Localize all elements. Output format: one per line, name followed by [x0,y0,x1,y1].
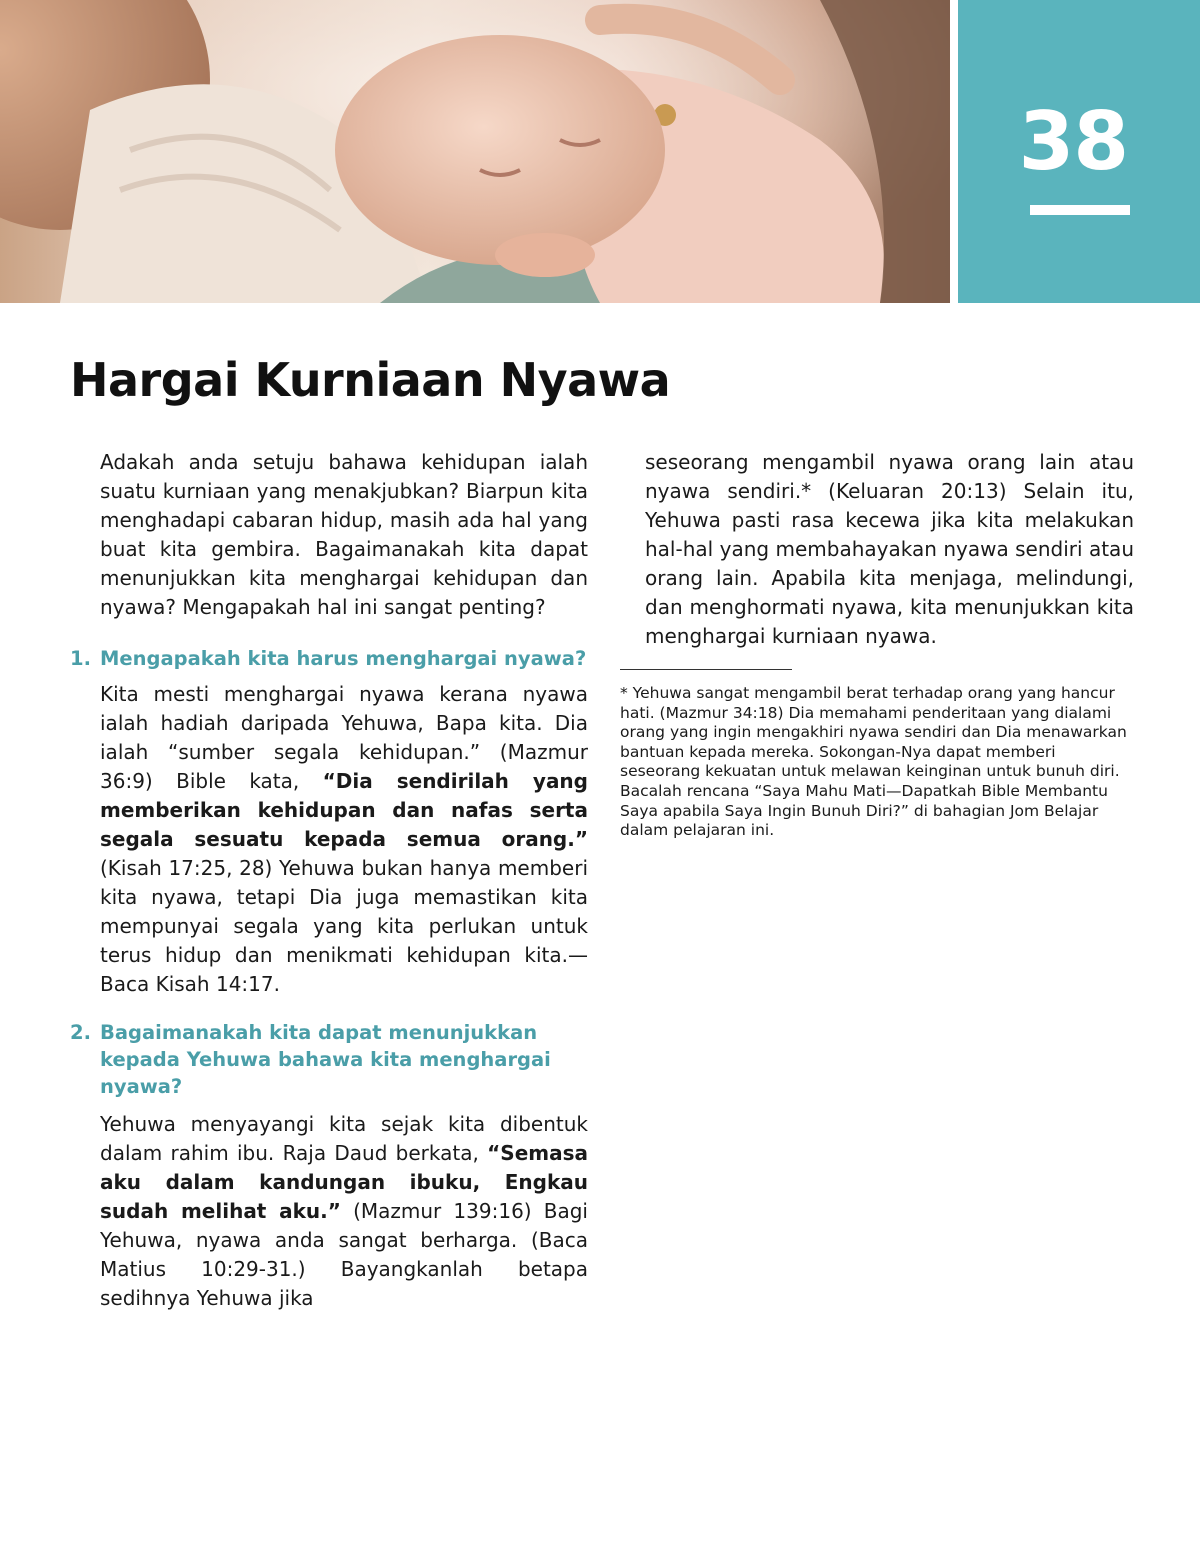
answer-2-paragraph [70,1110,588,1313]
baby-photo-illustration [0,0,950,303]
question-1-text: Mengapakah kita harus menghargai nyawa? [100,647,587,670]
question-1 [70,645,588,672]
question-2 [70,1019,588,1100]
question-2-number: 2. [70,1021,91,1044]
hero-photo [0,0,950,303]
right-column [620,448,1134,841]
intro-paragraph: Adakah anda setuju bahawa kehidupan ialah suatu kurniaan yang menakjubkan? Biarpun kita menghadapi cabaran hidup, masih ada hal yang buat kita gembira. Bagaimanakah kita dapat menunjukkan kita menghargai kehidupan dan nyawa? Mengapakah hal ini sangat penting? [100,450,588,619]
footnote: * Yehuwa sangat mengambil berat terhadap orang yang hancur hati. (Mazmur 34:18) Dia memahami penderitaan yang dialami orang yang ingin mengakhiri nyawa sendiri dan Dia menawarkan bantuan kepada mereka. Sokongan-Nya dapat memberi seseorang kekuatan untuk melawan keinginan untuk bunuh diri. Bacalah rencana “Saya Mahu Mati—Dapatkah Bible Membantu Saya apabila Saya Ingin Bunuh Diri?” di bahagian Jom Belajar dalam pelajaran ini. [620,684,1127,840]
baby-head [335,35,665,265]
footnote-divider [620,669,792,670]
lesson-number: 38 [1018,95,1128,188]
left-column [70,448,588,1313]
lesson-number-underline [1030,205,1130,215]
baby-hand [495,233,595,277]
answer-1-quote: “Dia sendirilah yang memberikan kehidupan dan nafas serta segala sesuatu kepada semua orang.” [100,769,588,851]
answer-1-text-a: Kita mesti menghargai nyawa kerana nyawa ialah hadiah daripada Yehuwa, Bapa kita. Dia ialah “sumber segala kehidupan.” (Mazmur 36:9) Bible kata, [100,682,588,793]
answer-2-text-a: Yehuwa menyayangi kita sejak kita dibentuk dalam rahim ibu. Raja Daud berkata, [100,1112,588,1165]
answer-2-continued: seseorang mengambil nyawa orang lain atau nyawa sendiri.* (Keluaran 20:13) Selain itu, Yehuwa pasti rasa kecewa jika kita melakukan hal-hal yang membahayakan nyawa sendiri atau orang lain. Apabila kita menjaga, melindungi, dan menghormati nyawa, kita menunjukkan kita menghargai kurniaan nyawa. [645,450,1134,648]
answer-1-text-b: (Kisah 17:25, 28) Yehuwa bukan hanya memberi kita nyawa, tetapi Dia juga memastikan kita mempunyai segala yang kita perlukan untuk terus hidup dan menikmati kehidupan kita.—Baca Kisah 14:17. [100,856,588,996]
answer-2-text-b: (Mazmur 139:16) Bagi Yehuwa, nyawa anda sangat berharga. (Baca Matius 10:29-31.) Bayangkanlah betapa sedihnya Yehuwa jika [100,1199,588,1310]
answer-2-quote: “Semasa aku dalam kandungan ibuku, Engkau sudah melihat aku.” [100,1141,588,1223]
page-title: Hargai Kurniaan Nyawa [70,353,671,407]
question-1-number: 1. [70,647,91,670]
lesson-number-badge [958,0,1200,303]
answer-1-paragraph [70,680,588,999]
question-2-text: Bagaimanakah kita dapat menunjukkan kepada Yehuwa bahawa kita menghargai nyawa? [100,1021,551,1098]
